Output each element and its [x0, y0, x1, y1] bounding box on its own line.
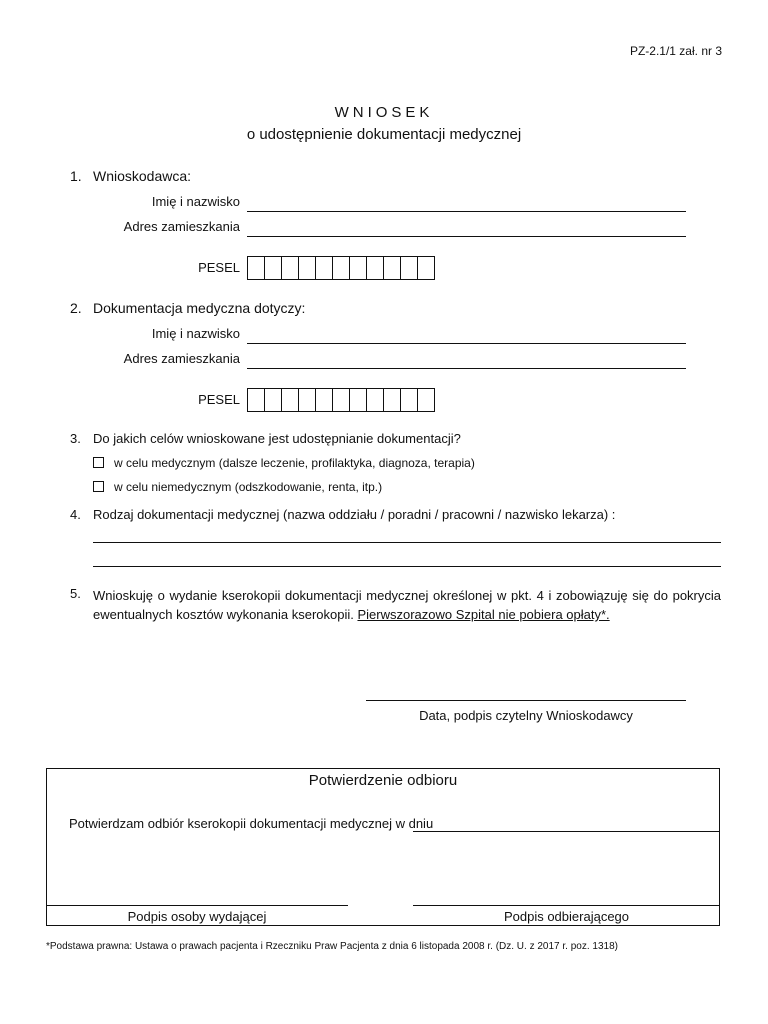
applicant-signature-label: Data, podpis czytelny Wnioskodawcy: [419, 708, 633, 723]
pesel-cell[interactable]: [383, 256, 401, 280]
pesel-cell[interactable]: [281, 388, 299, 412]
pesel-cell[interactable]: [417, 256, 435, 280]
confirmation-box: [46, 768, 720, 926]
receipt-date-line[interactable]: [413, 831, 720, 832]
applicant-name-field[interactable]: [247, 211, 686, 212]
section-3-number: 3.: [70, 431, 81, 446]
pesel-cell[interactable]: [315, 388, 333, 412]
issuer-signature-label: Podpis osoby wydającej: [127, 909, 267, 924]
section-1-heading: Wnioskodawca:: [93, 168, 192, 184]
pesel-cell[interactable]: [417, 388, 435, 412]
section-1-number: 1.: [70, 168, 82, 184]
section-2-heading: Dokumentacja medyczna dotyczy:: [93, 300, 306, 316]
patient-name-label: Imię i nazwisko: [151, 326, 240, 341]
section-2-number: 2.: [70, 300, 82, 316]
option-label: w celu medycznym (dalsze leczenie, profilaktyka, diagnoza, terapia): [114, 456, 475, 470]
receiver-signature-label: Podpis odbierającego: [503, 909, 630, 924]
documentation-type-line-1[interactable]: [93, 542, 721, 543]
pesel-cell[interactable]: [281, 256, 299, 280]
legal-footnote: *Podstawa prawna: Ustawa o prawach pacjenta i Rzeczniku Praw Pacjenta z dnia 6 listopada 2008 r. (Dz. U. z 2017 r. poz. 1318): [46, 941, 618, 952]
patient-pesel-field[interactable]: [247, 388, 434, 412]
receiver-signature-line[interactable]: [413, 905, 720, 906]
pesel-cell[interactable]: [264, 388, 282, 412]
pesel-cell[interactable]: [400, 388, 418, 412]
pesel-cell[interactable]: [400, 256, 418, 280]
pesel-cell[interactable]: [332, 256, 350, 280]
documentation-type-line-2[interactable]: [93, 566, 721, 567]
applicant-name-label: Imię i nazwisko: [151, 194, 240, 209]
pesel-cell[interactable]: [366, 388, 384, 412]
confirmation-title: Potwierdzenie odbioru: [308, 772, 458, 789]
pesel-cell[interactable]: [332, 388, 350, 412]
applicant-address-label: Adres zamieszkania: [123, 219, 240, 234]
checkbox-icon[interactable]: [93, 481, 104, 492]
patient-address-field[interactable]: [247, 368, 686, 369]
form-title: WNIOSEK: [334, 104, 434, 121]
pesel-cell[interactable]: [315, 256, 333, 280]
section-3-question: Do jakich celów wnioskowane jest udostępnianie dokumentacji?: [93, 431, 461, 446]
pesel-cell[interactable]: [366, 256, 384, 280]
section-4-number: 4.: [70, 507, 81, 522]
pesel-cell[interactable]: [247, 256, 265, 280]
section-5-text: [93, 586, 721, 624]
pesel-cell[interactable]: [383, 388, 401, 412]
applicant-signature-line[interactable]: [366, 700, 686, 701]
section-4-text: Rodzaj dokumentacji medycznej (nazwa oddziału / poradni / pracowni / nazwisko lekarza) :: [93, 507, 616, 522]
document-reference: PZ-2.1/1 zał. nr 3: [629, 44, 722, 58]
pesel-cell[interactable]: [349, 388, 367, 412]
patient-pesel-label: PESEL: [198, 392, 240, 407]
issuer-signature-line[interactable]: [46, 905, 348, 906]
applicant-pesel-field[interactable]: [247, 256, 434, 280]
pesel-cell[interactable]: [247, 388, 265, 412]
purpose-nonmedical-option[interactable]: [93, 480, 382, 494]
purpose-medical-option[interactable]: [93, 456, 475, 470]
pesel-cell[interactable]: [349, 256, 367, 280]
checkbox-icon[interactable]: [93, 457, 104, 468]
confirmation-text: Potwierdzam odbiór kserokopii dokumentacji medycznej w dniu: [69, 816, 434, 831]
section-5-note: Pierwszorazowo Szpital nie pobiera opłaty*.: [357, 607, 610, 622]
applicant-pesel-label: PESEL: [198, 260, 240, 275]
pesel-cell[interactable]: [298, 388, 316, 412]
patient-address-label: Adres zamieszkania: [123, 351, 240, 366]
section-5-body: Wnioskuję o wydanie kserokopii dokumentacji medycznej określonej w pkt. 4 i zobowiązuję się do pokrycia ewentualnych kosztów wykonania kserokopii.: [93, 588, 721, 622]
patient-name-field[interactable]: [247, 343, 686, 344]
form-subtitle: o udostępnienie dokumentacji medycznej: [246, 126, 522, 143]
option-label: w celu niemedycznym (odszkodowanie, renta, itp.): [114, 480, 383, 494]
pesel-cell[interactable]: [264, 256, 282, 280]
applicant-address-field[interactable]: [247, 236, 686, 237]
pesel-cell[interactable]: [298, 256, 316, 280]
section-5-number: 5.: [70, 586, 81, 601]
